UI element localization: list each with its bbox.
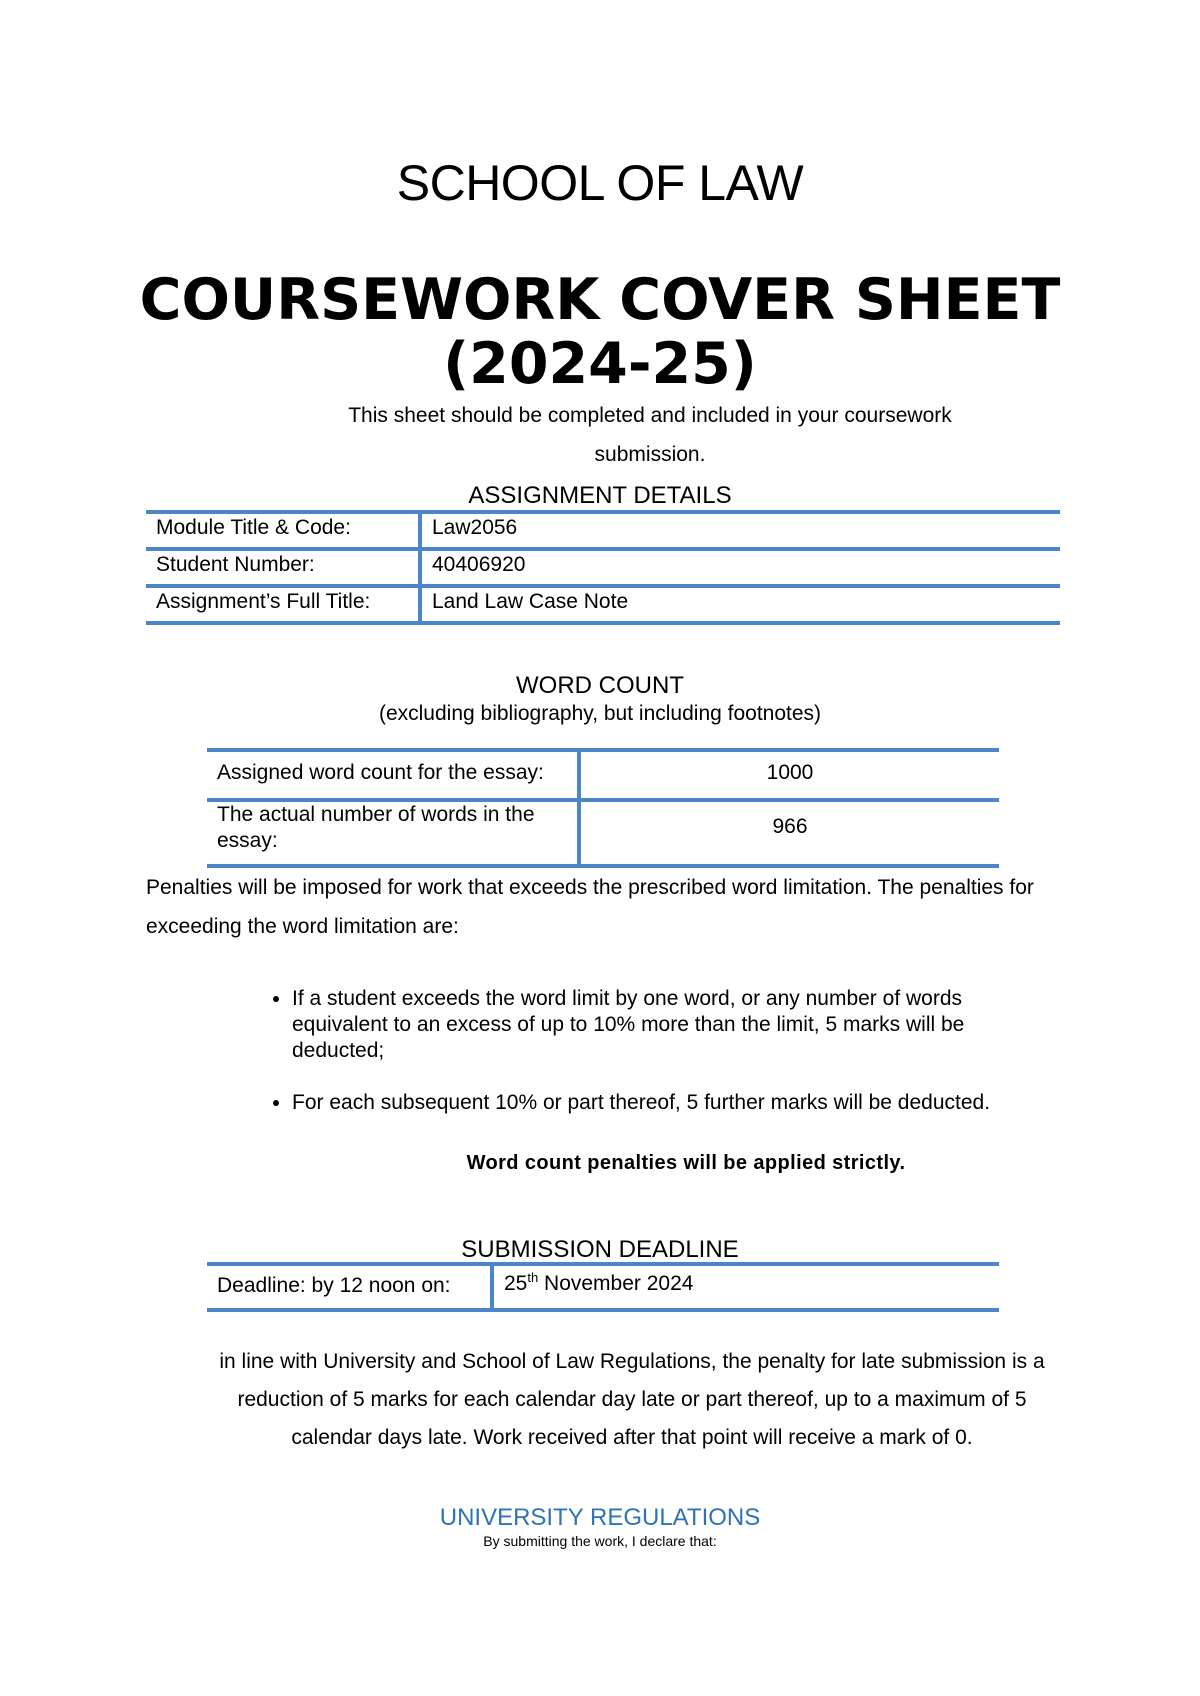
table-row: [146, 586, 1060, 623]
school-name: SCHOOL OF LAW: [396, 155, 804, 211]
student-number-label: Student Number:: [156, 553, 315, 576]
actual-word-count-label: The actual number of words in the essay:: [217, 803, 535, 852]
assignment-details-heading: ASSIGNMENT DETAILS: [468, 482, 732, 509]
module-title-value: Law2056: [420, 512, 1060, 549]
university-regulations-heading: UNIVERSITY REGULATIONS: [439, 1504, 761, 1531]
word-count-subheading: (excluding bibliography, but including footnotes): [378, 702, 822, 725]
penalty-list: [260, 986, 1052, 1142]
student-number-value: 40406920: [420, 549, 1060, 586]
deadline-value: [492, 1264, 999, 1310]
deadline-day: 25: [504, 1272, 528, 1295]
deadline-day-suffix: th: [527, 1270, 539, 1285]
table-row: [146, 512, 1060, 549]
intro-text: [310, 396, 990, 474]
list-item: • If a student exceeds the word limit by one word, or any number of words equivalent to an excess of up to 10% more than the limit, 5 marks will be deducted;: [292, 986, 1052, 1064]
table-row: [207, 800, 999, 866]
title-line-2: (2024-25): [443, 331, 757, 397]
actual-word-count-value: 966: [579, 800, 999, 866]
assigned-word-count-value: 1000: [579, 750, 999, 800]
intro-line-2: submission.: [594, 443, 706, 466]
module-title-label: Module Title & Code:: [156, 516, 351, 539]
table-row: [207, 750, 999, 800]
declaration-text: By submitting the work, I declare that:: [483, 1533, 717, 1549]
word-count-table: [207, 748, 999, 868]
assigned-word-count-label: Assigned word count for the essay:: [217, 761, 544, 784]
assignment-details-table: [146, 510, 1060, 625]
word-count-heading: WORD COUNT: [516, 672, 684, 699]
strict-penalty-note: Word count penalties will be applied strictly.: [466, 1152, 906, 1174]
late-submission-policy: in line with University and School of Law Regulations, the penalty for late submission is a reduction of 5 marks for each calendar day late or part thereof, up to a maximum of 5 calendar days late. Work received after that point will receive a mark of 0.: [219, 1350, 1045, 1449]
intro-line-1: This sheet should be completed and included in your coursework: [348, 404, 952, 427]
submission-deadline-heading: SUBMISSION DEADLINE: [461, 1236, 739, 1263]
list-item: • For each subsequent 10% or part thereof, 5 further marks will be deducted.: [292, 1090, 1052, 1116]
title-line-1: COURSEWORK COVER SHEET: [139, 267, 1061, 333]
table-row: [146, 549, 1060, 586]
deadline-month-year: November 2024: [538, 1272, 694, 1295]
deadline-label: Deadline: by 12 noon on:: [217, 1274, 451, 1297]
assignment-title-value: Land Law Case Note: [420, 586, 1060, 623]
assignment-title-label: Assignment’s Full Title:: [156, 590, 371, 613]
page-title: [100, 268, 1100, 396]
table-row: [207, 1264, 999, 1310]
deadline-table: [207, 1262, 999, 1312]
penalties-paragraph: Penalties will be imposed for work that exceeds the prescribed word limitation. The penalties for exceeding the word limitation are:: [146, 876, 1034, 938]
